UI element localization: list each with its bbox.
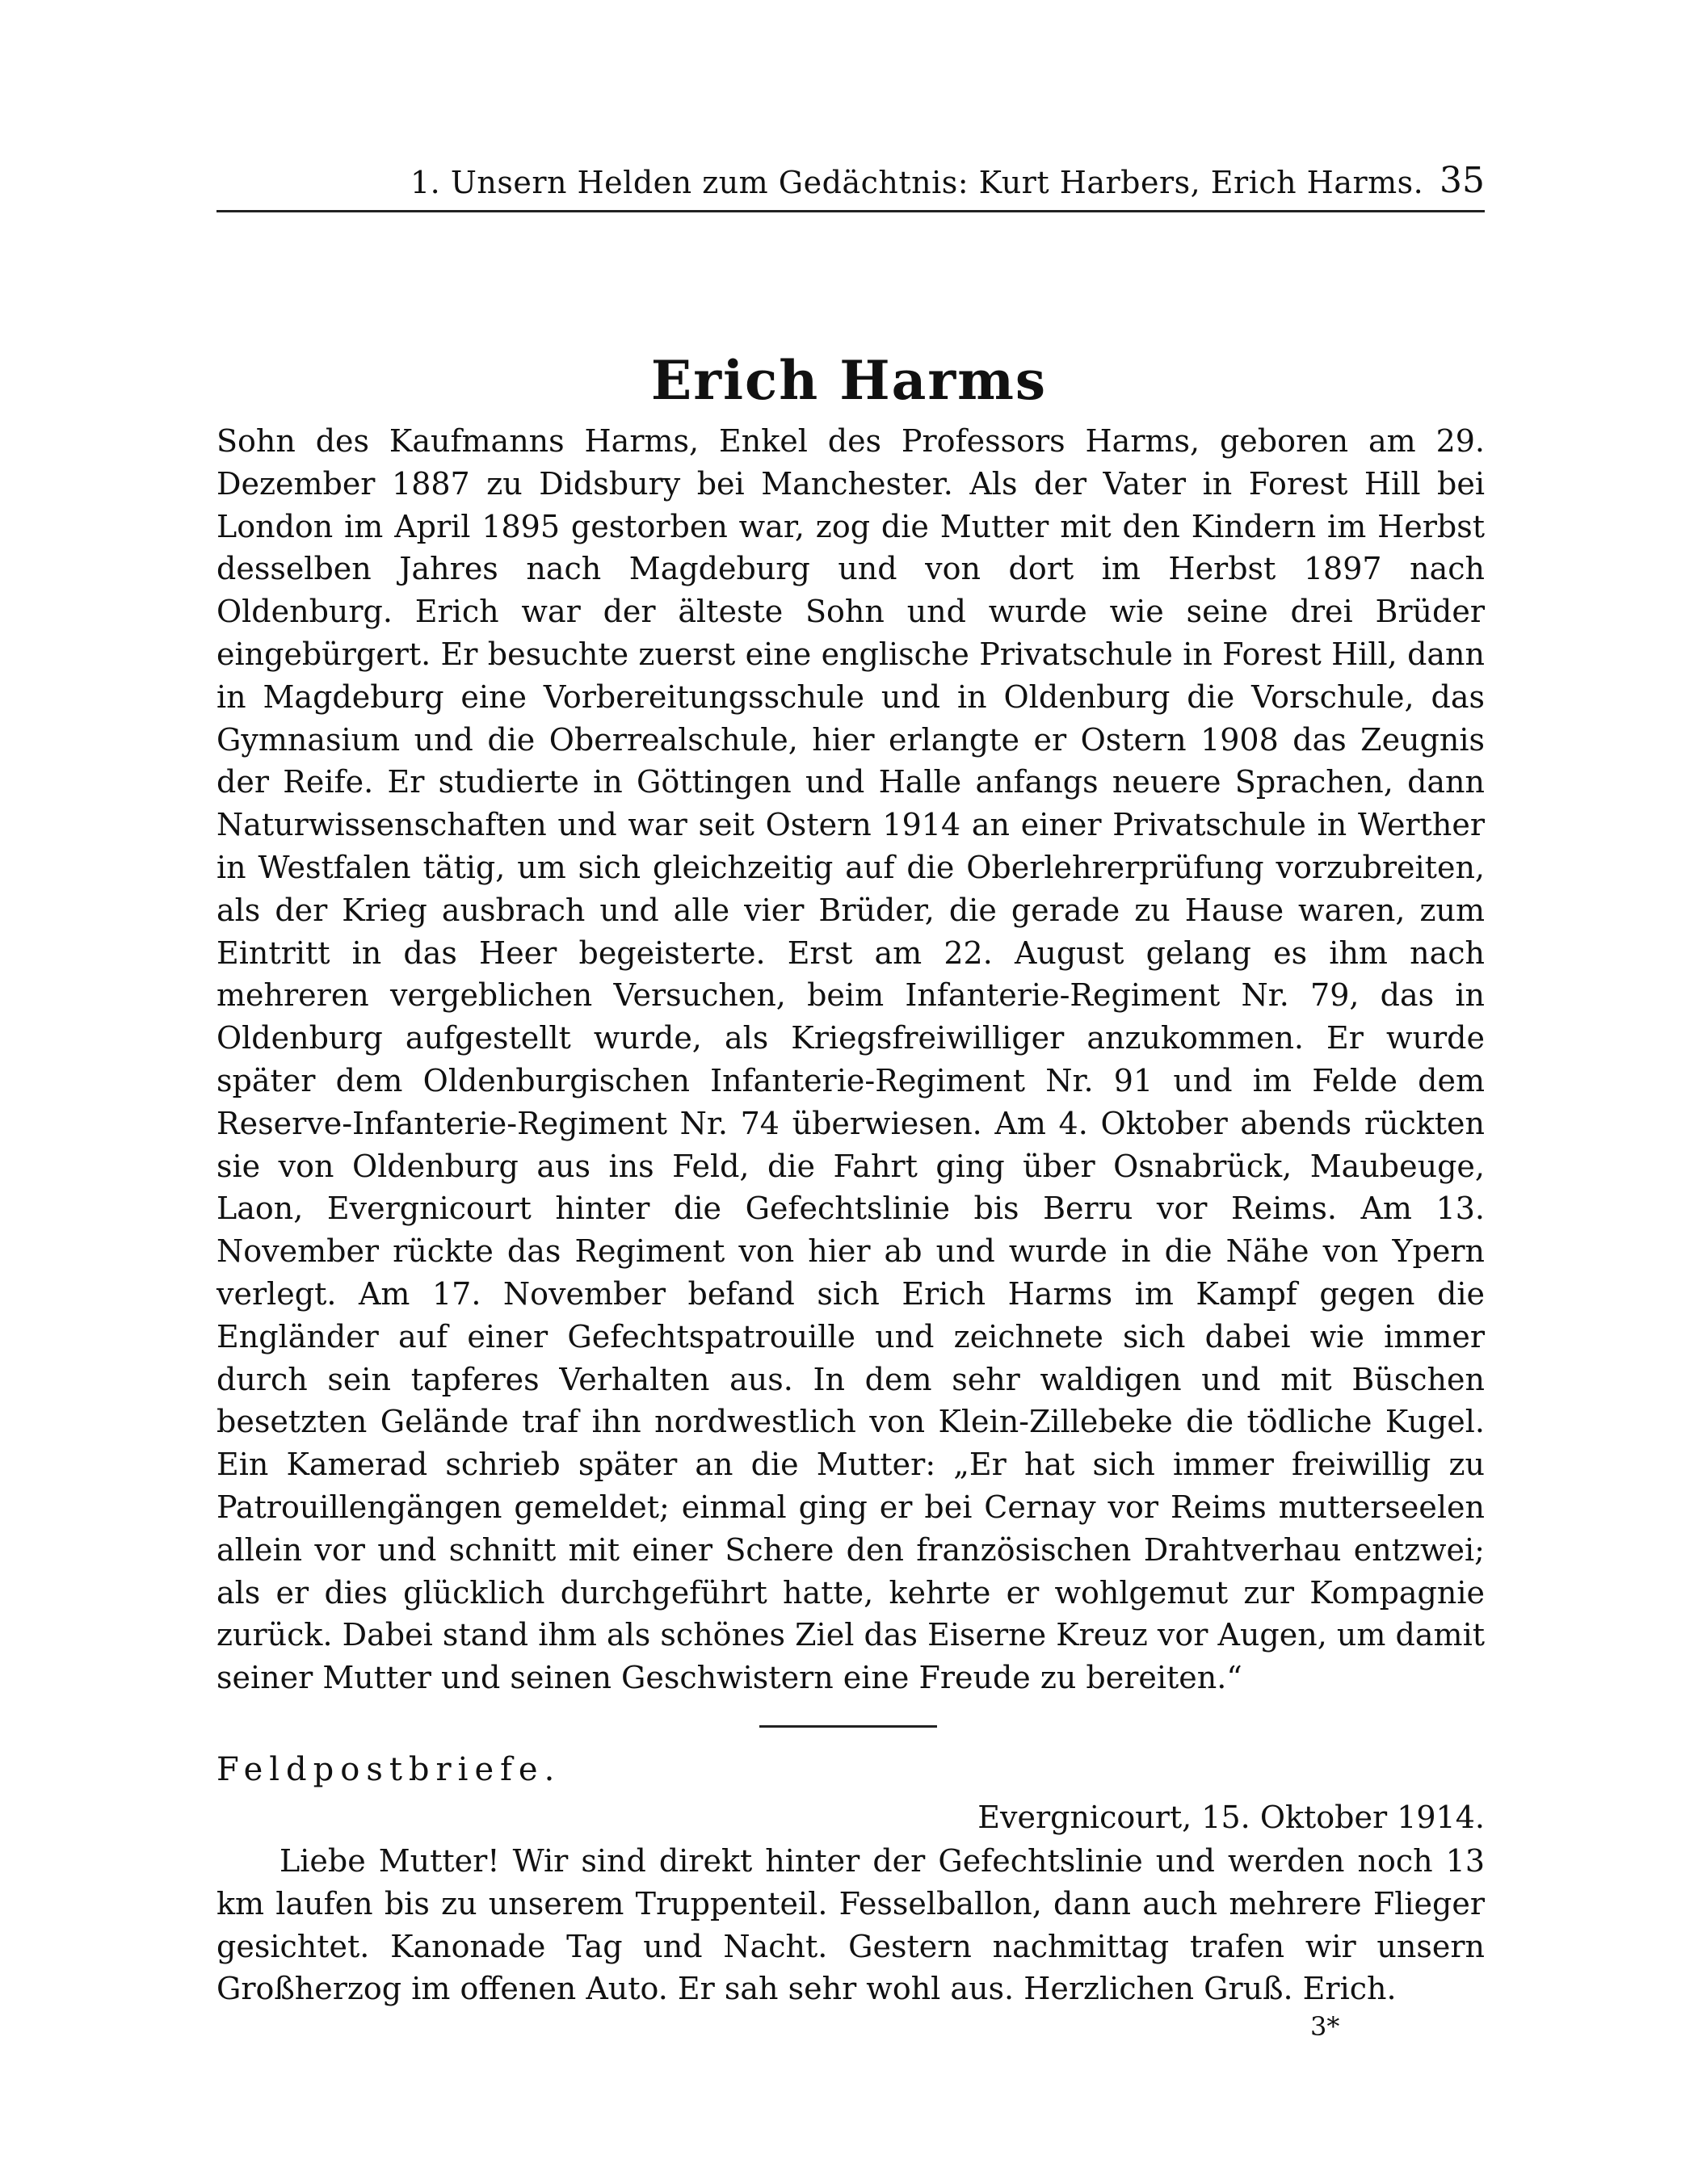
biography-paragraph: Sohn des Kaufmanns Harms, Enkel des Professors Harms, geboren am 29. Dezember 1887 zu Didsbury bei Manchester. Als der Vater in Forest Hill bei London im April 1895 gestorben war, zog die Mutter mit den Kindern im Herbst desselben Jahres nach Magdeburg und von dort im Herbst 1897 nach Oldenburg. Erich war der älteste Sohn und wurde wie seine drei Brüder eingebürgert. Er besuchte zuerst eine englische Privatschule in Forest Hill, dann in Magdeburg eine Vorbereitungsschule und in Oldenburg die Vorschule, das Gymnasium und die Oberrealschule, hier erlangte er Ostern 1908 das Zeugnis der Reife. Er studierte in Göttingen und Halle anfangs neuere Sprachen, dann Naturwissenschaften und war seit Ostern 1914 an einer Privatschule in Werther in Westfalen tätig, um sich gleichzeitig auf die Oberlehrerprüfung vorzubreiten, als der Krieg ausbrach und alle vier Brüder, die gerade zu Hause waren, zum Eintritt in das Heer begeisterte. Erst am 22. August gelang es ihm nach mehreren vergeblichen Versuchen, beim Infanterie-Regiment Nr. 79, das in Oldenburg aufgestellt wurde, als Kriegsfreiwilliger anzukommen. Er wurde später dem Oldenburgischen Infanterie-Regiment Nr. 91 und im Felde dem Reserve-Infanterie-Regiment Nr. 74 überwiesen. Am 4. Oktober abends rückten sie von Oldenburg aus ins Feld, die Fahrt ging über Osnabrück, Maubeuge, Laon, Evergnicourt hinter die Gefechtslinie bis Berru vor Reims. Am 13. November rückte das Regiment von hier ab und wurde in die Nähe von Ypern verlegt. Am 17. November befand sich Erich Harms im Kampf gegen die Engländer auf einer Gefechtspatrouille und zeichnete sich dabei wie immer durch sein tapferes Verhalten aus. In dem sehr waldigen und mit Büschen besetzten Gelände traf ihn nordwestlich von Klein-Zillebeke die tödliche Kugel. Ein Kamerad schrieb später an die Mutter: „Er hat sich immer freiwillig zu Patrouillengängen gemeldet; einmal ging er bei Cernay vor Reims mutterseelen allein vor und schnitt mit einer Schere den französischen Drahtverhau entzwei; als er dies glücklich durchgeführt hatte, kehrte er wohlgemut zur Kompagnie zurück. Dabei stand ihm als schönes Ziel das Eiserne Kreuz vor Augen, um damit seiner Mutter und seinen Geschwistern eine Freude zu bereiten.“ xyxy=(216,423,1485,1696)
printer-signature-mark: 3* xyxy=(1310,2011,1340,2042)
section-heading: Feldpostbriefe. xyxy=(216,1751,561,1788)
letter-body: Liebe Mutter! Wir sind direkt hinter der Gefechtslinie und werden noch 13 km laufen bis zu unserem Truppenteil. Fesselballon, dann auch mehrere Flieger gesichtet. Kanonade Tag und Nacht. Gestern nachmittag trafen wir unsern Großherzog im offenen Auto. Er sah sehr wohl aus. Herzlichen Gruß. Erich. xyxy=(216,1843,1485,2007)
section-divider xyxy=(759,1725,937,1728)
page-number: 35 xyxy=(1440,160,1485,201)
letter-place-date: Evergnicourt, 15. Oktober 1914. xyxy=(977,1800,1485,1835)
running-header xyxy=(216,160,1485,212)
article-title: Erich Harms xyxy=(650,349,1048,412)
running-title: 1. Unsern Helden zum Gedächtnis: Kurt Harbers, Erich Harms. xyxy=(410,165,1424,200)
